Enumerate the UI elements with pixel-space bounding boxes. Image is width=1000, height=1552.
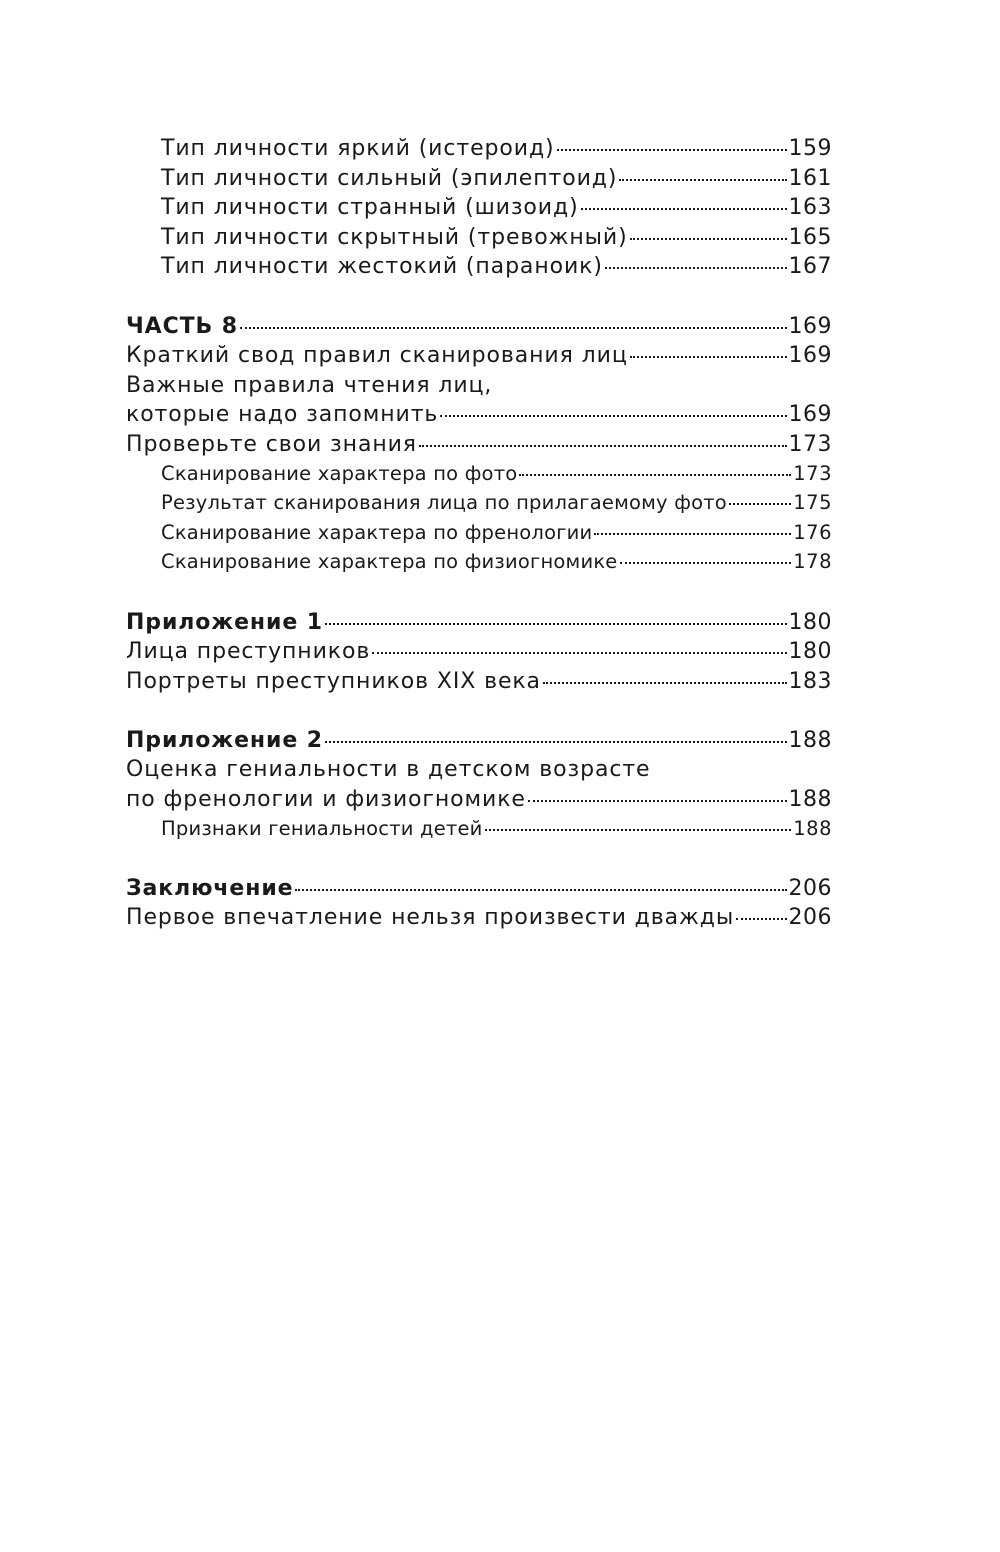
- dot-leader: [528, 800, 787, 802]
- dot-leader: [620, 562, 792, 564]
- toc-entry[interactable]: [126, 905, 832, 935]
- toc-entry-title: по френологии и физиогномике: [126, 787, 526, 813]
- toc-entry[interactable]: [126, 343, 832, 373]
- toc-entry[interactable]: [126, 491, 832, 521]
- table-of-contents: [126, 136, 832, 935]
- toc-entry-title: Сканирование характера по фото: [161, 461, 518, 485]
- toc-part-heading[interactable]: [126, 876, 832, 906]
- toc-entry-title: Тип личности скрытный (тревожный): [161, 224, 628, 250]
- dot-leader: [485, 829, 792, 831]
- toc-entry-page: 173: [793, 461, 832, 485]
- toc-entry-page: 176: [793, 520, 832, 544]
- toc-entry-page: 183: [788, 668, 832, 694]
- dot-leader: [240, 327, 787, 329]
- toc-entry-page: 188: [788, 787, 832, 813]
- toc-entry[interactable]: [126, 550, 832, 580]
- toc-entry-page: 180: [788, 609, 832, 635]
- toc-entry-page: 188: [788, 727, 832, 753]
- toc-entry[interactable]: [126, 462, 832, 492]
- dot-leader: [605, 267, 787, 269]
- dot-leader: [630, 238, 787, 240]
- section-gap: [126, 846, 832, 876]
- toc-entry-title: Тип личности жестокий (параноик): [161, 254, 603, 280]
- section-gap: [126, 580, 832, 610]
- toc-entry[interactable]: [126, 787, 832, 817]
- toc-entry-title: Первое впечатление нельзя произвести дважды: [126, 905, 735, 931]
- toc-entry[interactable]: [126, 521, 832, 551]
- toc-entry[interactable]: [126, 195, 832, 225]
- dot-leader: [295, 889, 786, 891]
- dot-leader: [325, 623, 787, 625]
- toc-entry-title: Заключение: [126, 875, 294, 901]
- toc-entry-title: Тип личности странный (шизоид): [161, 195, 579, 221]
- toc-entry-page: 163: [788, 195, 832, 221]
- toc-entry-title: Приложение 2: [126, 727, 323, 753]
- dot-leader: [419, 445, 787, 447]
- toc-entry-page: 167: [788, 254, 832, 280]
- dot-leader: [729, 503, 791, 505]
- dot-leader: [736, 918, 786, 920]
- toc-entry-line[interactable]: [126, 757, 832, 787]
- toc-entry[interactable]: [126, 166, 832, 196]
- toc-entry-title: Краткий свод правил сканирования лиц: [126, 343, 628, 369]
- toc-entry-page: 180: [788, 639, 832, 665]
- toc-entry-title: Портреты преступников XIX века: [126, 668, 541, 694]
- toc-entry-page: 206: [788, 905, 832, 931]
- dot-leader: [630, 356, 787, 358]
- toc-entry-title: Признаки гениальности детей: [161, 816, 483, 840]
- toc-entry-page: 169: [788, 343, 832, 369]
- toc-entry-title: Проверьте свои знания: [126, 431, 417, 457]
- toc-entry-title: Тип личности яркий (истероид): [161, 136, 555, 161]
- toc-entry-title: Оценка гениальности в детском возрасте: [126, 757, 651, 783]
- toc-part-heading[interactable]: [126, 610, 832, 640]
- toc-entry-title: Тип личности сильный (эпилептоид): [161, 165, 618, 191]
- toc-entry-page: 169: [788, 402, 832, 428]
- dot-leader: [594, 533, 791, 535]
- toc-entry-title: Приложение 1: [126, 609, 323, 635]
- toc-entry-title: Важные правила чтения лиц,: [126, 372, 493, 398]
- section-gap: [126, 698, 832, 728]
- toc-entry[interactable]: [126, 432, 832, 462]
- toc-entry-title: Сканирование характера по физиогномике: [161, 550, 618, 574]
- toc-entry-page: 169: [788, 313, 832, 339]
- toc-entry-page: 161: [788, 165, 832, 191]
- dot-leader: [543, 682, 787, 684]
- toc-entry[interactable]: [126, 136, 832, 166]
- toc-entry-page: 173: [788, 431, 832, 457]
- toc-entry-page: 206: [788, 875, 832, 901]
- toc-entry-title: ЧАСТЬ 8: [126, 313, 238, 339]
- section-gap: [126, 284, 832, 314]
- toc-entry[interactable]: [126, 669, 832, 699]
- dot-leader: [440, 415, 786, 417]
- dot-leader: [619, 179, 786, 181]
- toc-entry-page: 178: [793, 550, 832, 574]
- toc-entry-title: которые надо запомнить: [126, 402, 439, 428]
- toc-entry-title: Результат сканирования лица по прилагаемому фото: [161, 491, 727, 515]
- dot-leader: [519, 474, 791, 476]
- dot-leader: [581, 208, 787, 210]
- toc-entry-page: 159: [788, 136, 832, 161]
- toc-entry-title: Сканирование характера по френологии: [161, 520, 593, 544]
- toc-entry[interactable]: [126, 639, 832, 669]
- toc-entry[interactable]: [126, 402, 832, 432]
- toc-entry-title: Лица преступников: [126, 639, 371, 665]
- toc-entry[interactable]: [126, 817, 832, 847]
- dot-leader: [557, 149, 787, 151]
- toc-entry-page: 175: [793, 491, 832, 515]
- toc-part-heading[interactable]: [126, 314, 832, 344]
- toc-entry[interactable]: [126, 254, 832, 284]
- toc-part-heading[interactable]: [126, 728, 832, 758]
- toc-entry-page: 188: [793, 816, 832, 840]
- dot-leader: [325, 741, 787, 743]
- toc-entry-page: 165: [788, 224, 832, 250]
- toc-entry[interactable]: [126, 225, 832, 255]
- dot-leader: [372, 652, 786, 654]
- toc-entry-line[interactable]: [126, 373, 832, 403]
